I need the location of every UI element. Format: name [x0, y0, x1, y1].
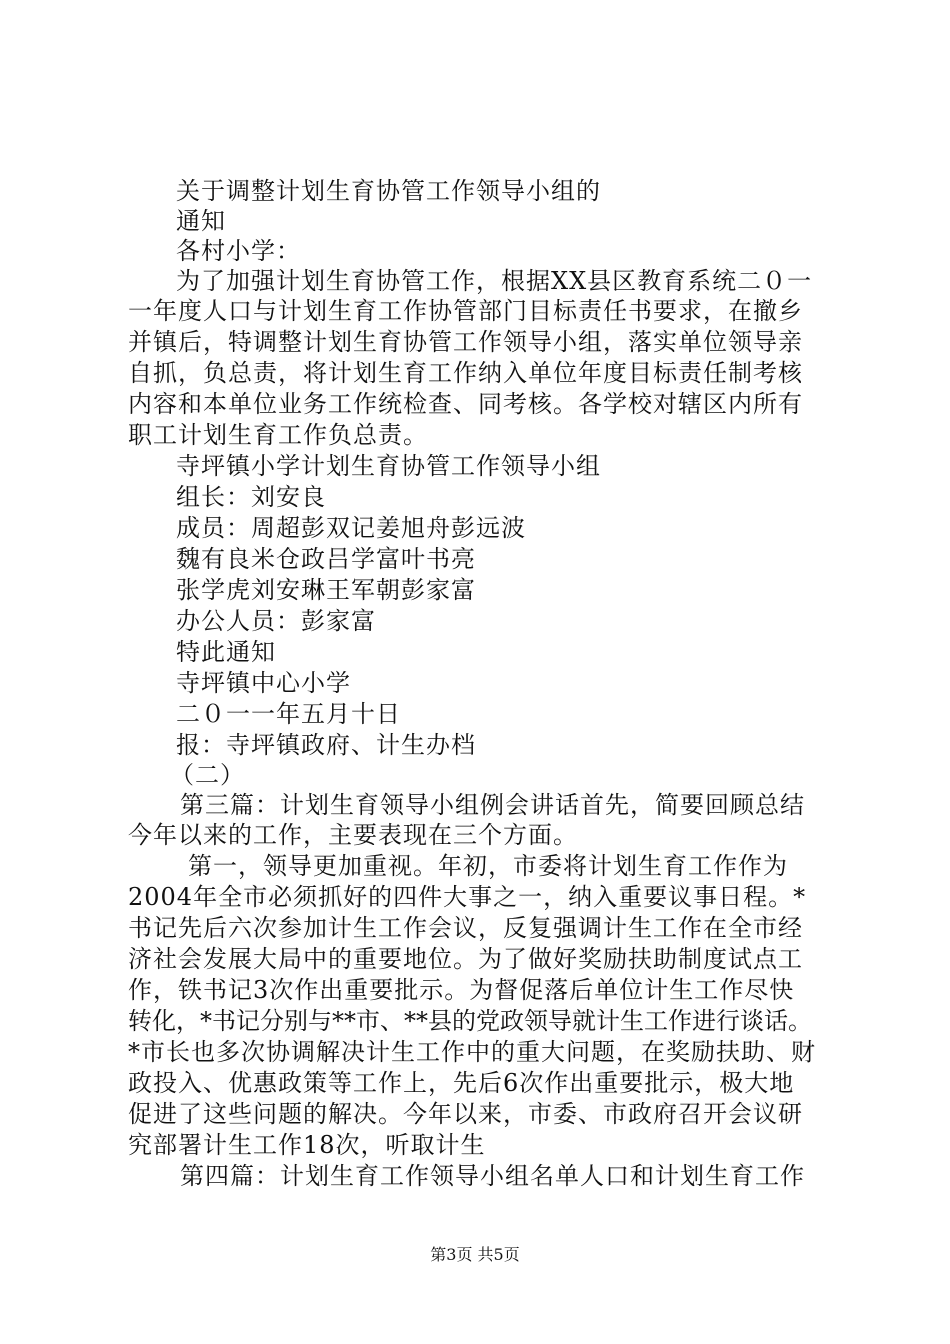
- body-line: 为了加强计划生育协管工作，根据XX县区教育系统二０一: [176, 267, 813, 295]
- body-line: 政投入、优惠政策等工作上，先后6次作出重要批示，极大地: [128, 1069, 795, 1097]
- body-line: 作，铁书记3次作出重要批示。为督促落后单位计生工作尽快: [128, 976, 795, 1004]
- signature-org: 寺坪镇中心小学: [176, 669, 351, 697]
- body-line: 第四篇：计划生育工作领导小组名单人口和计划生育工作: [180, 1162, 805, 1190]
- office-staff: 办公人员：彭家富: [176, 607, 376, 635]
- body-line: 2004年全市必须抓好的四件大事之一，纳入重要议事日程。*: [128, 883, 807, 911]
- body-line: 促进了这些问题的解决。今年以来，市委、市政府召开会议研: [128, 1100, 803, 1128]
- body-line: 究部署计生工作18次，听取计生: [128, 1131, 486, 1159]
- closing: 特此通知: [176, 638, 276, 666]
- group-heading: 寺坪镇小学计划生育协管工作领导小组: [176, 452, 601, 480]
- body-line: 第一，领导更加重视。年初，市委将计划生育工作作为: [188, 852, 788, 880]
- body-line: 职工计划生育工作负总责。: [128, 421, 428, 449]
- body-line: 第三篇：计划生育领导小组例会讲话首先，简要回顾总结: [180, 791, 805, 819]
- salutation: 各村小学：: [176, 237, 301, 265]
- group-leader: 组长：刘安良: [176, 483, 326, 511]
- signature-date: 二０一一年五月十日: [176, 700, 401, 728]
- group-members: 魏有良米仓政吕学富叶书亮: [176, 545, 476, 573]
- body-line: 一年度人口与计划生育工作协管部门目标责任书要求，在撤乡: [128, 297, 803, 325]
- doc-title-line-1: 关于调整计划生育协管工作领导小组的: [176, 177, 601, 205]
- body-line: 今年以来的工作，主要表现在三个方面。: [128, 821, 578, 849]
- body-line: 内容和本单位业务工作统检查、同考核。各学校对辖区内所有: [128, 390, 803, 418]
- group-members: 张学虎刘安琳王军朝彭家富: [176, 576, 476, 604]
- body-line: 书记先后六次参加计生工作会议，反复强调计生工作在全市经: [128, 914, 803, 942]
- body-line: 转化，*书记分别与**市、**县的党政领导就计生工作进行谈话。: [128, 1007, 812, 1035]
- report-to: 报：寺坪镇政府、计生办档: [176, 731, 476, 759]
- group-members: 成员：周超彭双记姜旭舟彭远波: [176, 514, 526, 542]
- page-number-footer: 第3页 共5页: [430, 1245, 520, 1264]
- body-line: *市长也多次协调解决计生工作中的重大问题，在奖励扶助、财: [128, 1038, 816, 1066]
- body-line: 济社会发展大局中的重要地位。为了做好奖励扶助制度试点工: [128, 945, 803, 973]
- section-marker: （二）: [170, 761, 245, 789]
- body-line: 并镇后，特调整计划生育协管工作领导小组，落实单位领导亲: [128, 328, 803, 356]
- doc-title-line-2: 通知: [176, 207, 226, 235]
- body-line: 自抓，负总责，将计划生育工作纳入单位年度目标责任制考核: [128, 359, 803, 387]
